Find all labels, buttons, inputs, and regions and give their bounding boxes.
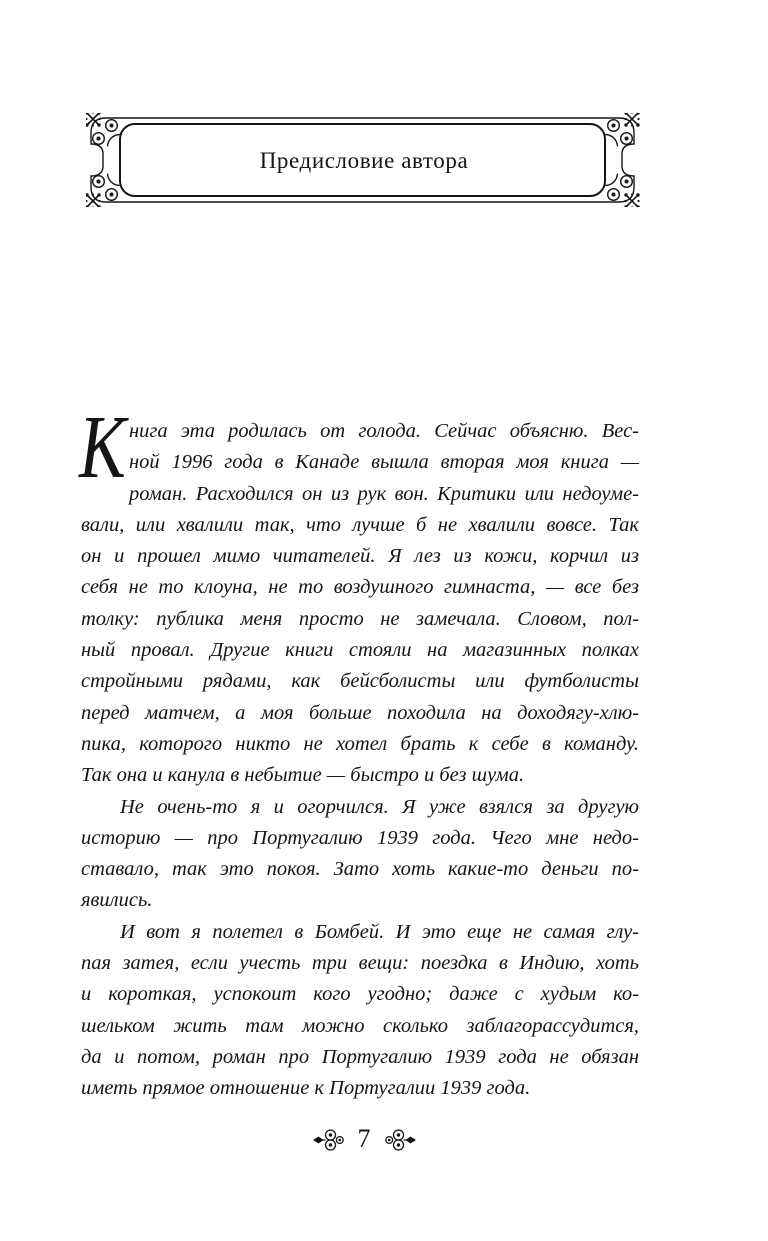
text-line: стройными рядами, как бейсболисты или футболисты bbox=[81, 670, 639, 693]
text-line: вали, или хвалили так, что лучше б не хвалили вовсе. Так bbox=[81, 513, 639, 536]
text-line: да и потом, роман про Португалию 1939 года не обязан bbox=[81, 1045, 639, 1068]
text-line: историю — про Португалию 1939 года. Чего мне недо- bbox=[81, 826, 639, 849]
text-line: пая затея, если учесть три вещи: поездка в Индию, хоть bbox=[81, 952, 639, 975]
paragraph bbox=[79, 398, 639, 792]
drop-cap: К bbox=[79, 398, 126, 497]
page-footer bbox=[86, 1120, 642, 1160]
text-line: роман. Расходился он из рук вон. Критики или недоуме- bbox=[129, 482, 639, 505]
text-line: ставало, так это покоя. Зато хоть какие-то деньги по- bbox=[81, 858, 639, 881]
text-line: он и прошел мимо читателей. Я лез из кожи, корчил из bbox=[81, 545, 639, 568]
text-line: и короткая, успокоит кого угодно; даже с худым ко- bbox=[81, 983, 639, 1006]
text-line: явились. bbox=[81, 889, 153, 912]
footer-flourish-left-icon bbox=[312, 1127, 344, 1153]
text-line: Не очень-то я и огорчился. Я уже взялся за другую bbox=[120, 795, 639, 818]
text-line: себя не то клоуна, не то воздушного гимнаста, — все без bbox=[81, 576, 639, 599]
text-line: пика, которого никто не хотел брать к себе в команду. bbox=[81, 732, 639, 755]
text-line: иметь прямое отношение к Португалии 1939 года. bbox=[81, 1077, 531, 1100]
paragraph bbox=[81, 792, 639, 917]
footer-flourish-right-icon bbox=[385, 1127, 417, 1153]
text-line: толку: публика меня просто не замечала. Словом, пол- bbox=[81, 607, 639, 630]
text-line: И вот я полетел в Бомбей. И это еще не самая глу- bbox=[120, 920, 639, 943]
text-line: ной 1996 года в Канаде вышла вторая моя книга — bbox=[129, 451, 639, 474]
text-line: шельком жить там можно сколько заблагорассудится, bbox=[81, 1014, 639, 1037]
text-line: перед матчем, а моя больше походила на доходягу-хлю- bbox=[81, 701, 639, 724]
text-line: Так она и канула в небытие — быстро и без шума. bbox=[81, 764, 525, 787]
section-title: Предисловие автора bbox=[259, 148, 469, 173]
text-line: ный провал. Другие книги стояли на магазинных полках bbox=[81, 639, 639, 662]
preface-text bbox=[79, 398, 639, 1105]
page-number: 7 bbox=[357, 1124, 371, 1153]
text-line: нига эта родилась от голода. Сейчас объясню. Вес- bbox=[129, 420, 639, 442]
paragraph bbox=[81, 917, 639, 1105]
